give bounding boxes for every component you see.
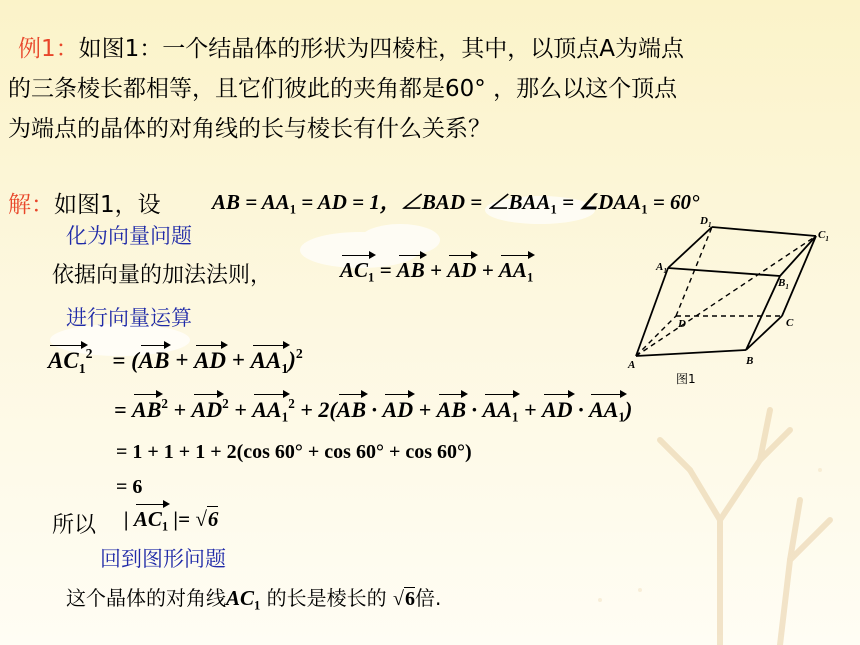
step-vector-problem: 化为向量问题 xyxy=(66,224,192,248)
diagonal-ac1 xyxy=(636,236,816,356)
problem-text-1: 如图1：一个结晶体的形状为四棱柱，其中，以顶点A为端点 xyxy=(78,36,685,62)
solution-label: 解： xyxy=(8,192,54,218)
edge-b-b1 xyxy=(746,276,780,350)
label-a: A xyxy=(628,359,636,371)
equation-3: = 1 + 1 + 1 + 2(cos 60° + cos 60° + cos 60°) xyxy=(116,441,472,463)
edge-a1-d1 xyxy=(668,227,712,268)
equation-1: $AC_1^2 = (AB$ + AD + $AA_1)^2$ xyxy=(48,346,303,376)
edge-a-d-hidden xyxy=(636,316,676,356)
figure-caption: 图1 xyxy=(676,372,696,386)
example-label: 例1： xyxy=(18,36,79,62)
given-formula: AB = $AA_1$ = AD = 1，∠BAD = $\angle BAA_1$ = $\angle DAA_1 = 60^\circ$ xyxy=(212,190,700,217)
edge-a-a1 xyxy=(636,268,668,356)
edge-a-b xyxy=(636,350,746,356)
solution-intro-text: 如图1，设 xyxy=(54,192,161,218)
problem-line-3: 为端点的晶体的对角线的长与棱长有什么关系？ xyxy=(8,116,491,142)
edge-d1-c1 xyxy=(712,227,816,236)
label-a1: $A_1$ xyxy=(656,261,667,275)
label-c1: $C_1$ xyxy=(818,229,829,243)
step-back-to-figure: 回到图形问题 xyxy=(100,547,226,571)
problem-line-2: 的三条棱长都相等，且它们彼此的夹角都是60° ，那么以这个顶点 xyxy=(8,76,678,102)
edge-b1-c1 xyxy=(780,236,816,276)
label-d1: $D_1$ xyxy=(700,215,712,229)
edge-c-c1 xyxy=(782,236,816,316)
solution-intro xyxy=(8,186,161,219)
rule-formula: $AC_1$ = AB + AD + $AA_1$ xyxy=(340,258,534,285)
step-vector-operation: 进行向量运算 xyxy=(66,306,192,330)
problem-line-1 xyxy=(18,30,684,63)
conclusion: 这个晶体的对角线$AC_1$ 的长是棱长的 √6倍. xyxy=(66,586,442,613)
so-formula: | $AC_1$ |= √6 xyxy=(124,507,219,534)
label-d: D xyxy=(678,318,686,330)
equation-2: = $AB^2 + AD^2 + AA_1^2 + 2(AB$ · AD + AB · $AA_1$ + AD · $AA_1$) xyxy=(114,396,633,425)
label-b1: $B_1$ xyxy=(778,277,789,291)
label-b: B xyxy=(746,355,754,367)
so-label: 所以 xyxy=(52,513,97,538)
edge-b-c xyxy=(746,316,782,350)
label-c: C xyxy=(786,317,794,329)
parallelepiped-figure xyxy=(620,212,840,387)
equation-4: = 6 xyxy=(116,476,143,498)
rule-text: 依据向量的加法法则， xyxy=(52,263,273,288)
edge-a1-b1 xyxy=(668,268,780,276)
